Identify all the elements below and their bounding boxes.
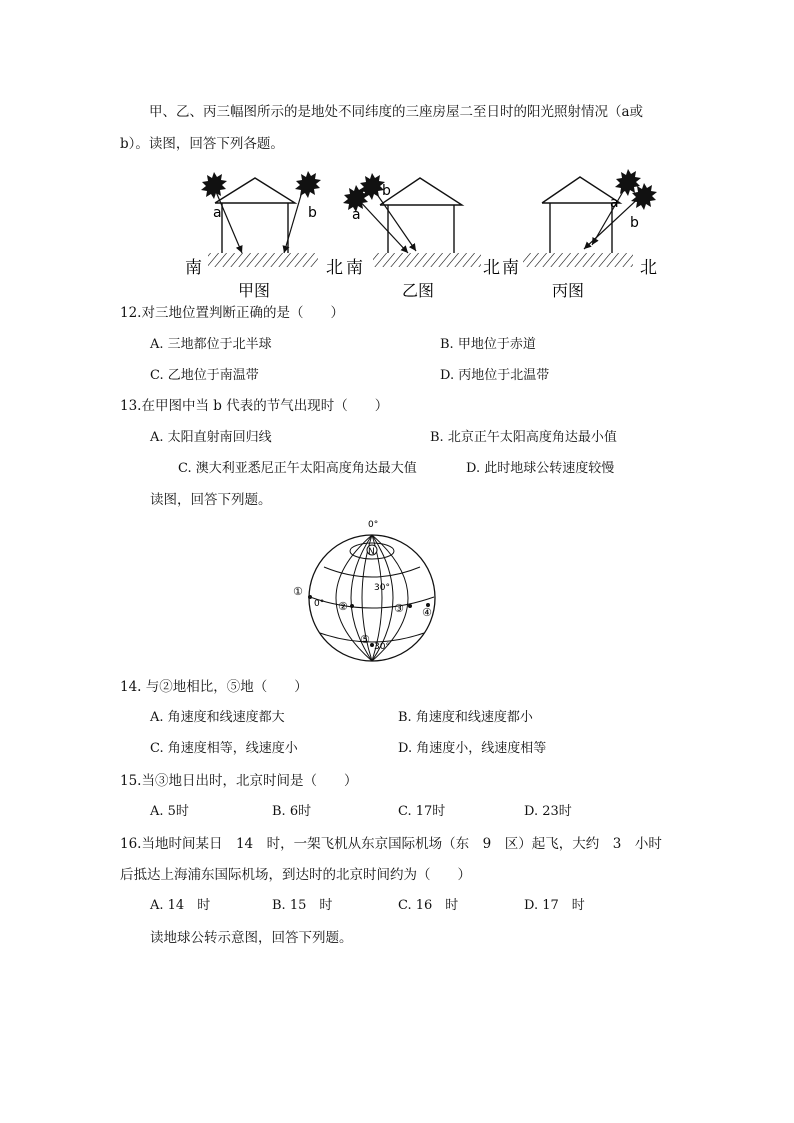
q16-option-d: D. 17 时 (524, 898, 585, 913)
question-13-stem: 13.在甲图中当 b 代表的节气出现时（ ） (120, 398, 389, 414)
q15-option-b: B. 6时 (272, 804, 312, 819)
read-prompt-2: 读地球公转示意图，回答下列题。 (150, 930, 353, 946)
q13-option-d: D. 此时地球公转速度较慢 (466, 461, 615, 476)
caption-yi: 乙图 (402, 281, 435, 300)
meridian-0-label: 0° (368, 520, 379, 530)
question-15-stem: 15.当③地日出时，北京时间是（ ） (120, 773, 358, 789)
q12-option-c: C. 乙地位于南温带 (150, 368, 259, 383)
ground-hatch-yi (373, 253, 481, 267)
q12-option-d: D. 丙地位于北温带 (440, 368, 550, 383)
direction-north: 北 (326, 258, 343, 278)
point-5-label: ⑤ (360, 633, 370, 646)
ground-hatch-bing (523, 253, 633, 267)
q15-option-a: A. 5时 (150, 804, 189, 819)
q15-option-c: C. 17时 (398, 804, 446, 819)
direction-south: 南 (502, 258, 519, 278)
point-1-label: ① (293, 585, 303, 598)
point-3-label: ③ (394, 602, 404, 615)
north-pole-label: N (368, 547, 375, 557)
point-2-label: ② (338, 600, 348, 613)
q12-option-b: B. 甲地位于赤道 (440, 337, 536, 352)
q13-option-c: C. 澳大利亚悉尼正午太阳高度角达最大值 (178, 461, 417, 476)
house-bing (542, 177, 620, 253)
read-prompt-1: 读图，回答下列题。 (150, 492, 272, 508)
ray-label-a: a (610, 195, 619, 211)
equator-label: 0° (314, 599, 325, 609)
q16-option-a: A. 14 时 (150, 898, 211, 913)
lat30-south-label: 30° (374, 642, 390, 652)
intro-line-1: 甲、乙、丙三幅图所示的是地处不同纬度的三座房屋二至日时的阳光照射情况（a或 (149, 104, 644, 120)
caption-bing: 丙图 (552, 281, 585, 300)
q15-option-d: D. 23时 (524, 804, 572, 819)
ray-label-a: a (213, 205, 222, 221)
direction-south: 南 (346, 258, 363, 278)
question-14-stem: 14. 与②地相比，⑤地（ ） (120, 679, 308, 695)
ray-label-b: b (630, 215, 639, 231)
direction-north: 北 (640, 258, 657, 278)
q13-option-a: A. 太阳直射南回归线 (150, 430, 272, 445)
lat30-north-label: 30° (374, 583, 390, 593)
direction-south: 南 (185, 258, 202, 278)
globe-figure (290, 515, 455, 665)
globe-parallels (310, 543, 434, 642)
q12-option-a: A. 三地都位于北半球 (150, 337, 272, 352)
question-12-stem: 12.对三地位置判断正确的是（ ） (120, 305, 344, 321)
intro-line-2: b）。读图，回答下列各题。 (120, 136, 284, 152)
caption-jia: 甲图 (238, 281, 271, 300)
question-16-stem-line-2: 后抵达上海浦东国际机场，到达时的北京时间约为（ ） (120, 867, 471, 883)
q14-option-c: C. 角速度相等，线速度小 (150, 741, 298, 756)
q14-option-a: A. 角速度和线速度都大 (150, 710, 285, 725)
q14-option-b: B. 角速度和线速度都小 (398, 710, 533, 725)
ground-hatch-jia (208, 253, 318, 267)
ray-label-b: b (308, 205, 317, 221)
q16-option-c: C. 16 时 (398, 898, 459, 913)
q14-option-d: D. 角速度小，线速度相等 (398, 741, 547, 756)
question-16-stem-line-1: 16.当地时间某日 14 时，一架飞机从东京国际机场（东 9 区）起飞，大约 3 小时 (120, 836, 662, 852)
direction-north: 北 (483, 258, 500, 278)
house-sunlight-figure (180, 165, 670, 305)
q13-option-b: B. 北京正午太阳高度角达最小值 (430, 430, 617, 445)
point-4-label: ④ (422, 606, 432, 619)
ray-label-b: b (382, 183, 391, 199)
ray-label-a: a (352, 207, 361, 223)
q16-option-b: B. 15 时 (272, 898, 333, 913)
house-jia (215, 178, 295, 253)
